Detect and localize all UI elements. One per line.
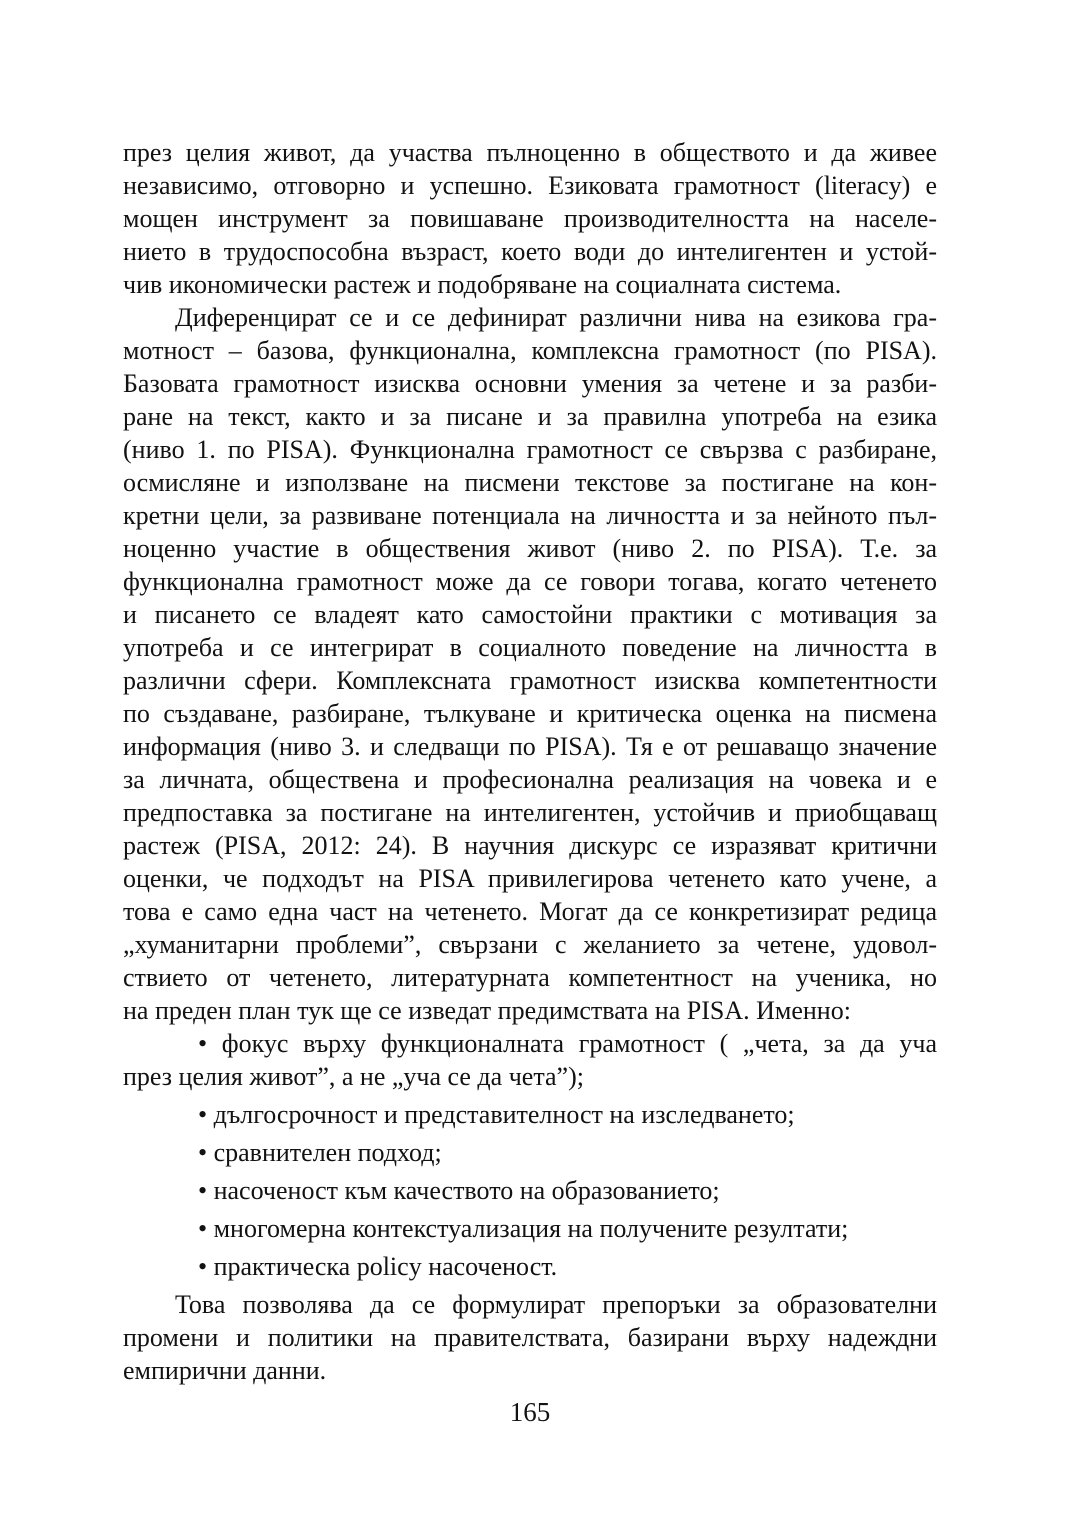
paragraph bbox=[123, 301, 937, 1027]
text-line: независимо, отговорно и успешно. Езиковата грамотност (literacy) е bbox=[123, 171, 937, 200]
text-line: и писането се владеят като самостойни практики с мотивация за bbox=[123, 600, 937, 629]
text-line: промени и политики на правителствата, базирани върху надеждни bbox=[123, 1323, 937, 1352]
bullet-item bbox=[123, 1027, 937, 1093]
text-line: • насоченост към качеството на образованието; bbox=[198, 1176, 720, 1205]
text-line: емпирични данни. bbox=[123, 1356, 327, 1385]
text-line: кретни цели, за развиване потенциала на личността и за нейното пъл- bbox=[123, 501, 937, 530]
text-line: • дългосрочност и представителност на изследването; bbox=[198, 1100, 795, 1129]
text-line: мощен инструмент за повишаване производителността на населе- bbox=[123, 204, 937, 233]
text-line: Базовата грамотност изисква основни умения за четене и за разби- bbox=[123, 369, 937, 398]
text-line: • многомерна контекстуализация на получените резултати; bbox=[198, 1214, 849, 1243]
bullet-item bbox=[123, 1174, 937, 1207]
bullet-item bbox=[123, 1098, 937, 1131]
text-line: • практическа policy насоченост. bbox=[198, 1252, 558, 1281]
text-line: ноценно участие в обществения живот (ниво 2. по PISA). Т.е. за bbox=[123, 534, 937, 563]
text-line: това е само една част на четенето. Могат да се конкретизират редица bbox=[123, 897, 937, 926]
text-line: ране на текст, както и за писане и за правилна употреба на езика bbox=[123, 402, 937, 431]
text-line: мотност – базова, функционална, комплексна грамотност (по PISA). bbox=[123, 336, 937, 365]
text-line: (ниво 1. по PISA). Функционална грамотност се свързва с разбиране, bbox=[123, 435, 937, 464]
text-line: предпоставка за постигане на интелигентен, устойчив и приобщаващ bbox=[123, 798, 937, 827]
text-line: ствието от четенето, литературната компетентност на ученика, но bbox=[123, 963, 937, 992]
bullet-item bbox=[123, 1212, 937, 1245]
text-line: през целия живот, да участва пълноценно в обществото и да живее bbox=[123, 138, 937, 167]
text-line: информация (ниво 3. и следващи по PISA). Тя е от решаващо значение bbox=[123, 732, 937, 761]
text-line: на преден план тук ще се изведат предимствата на PISA. Именно: bbox=[123, 996, 851, 1025]
text-line: „хуманитарни проблеми”, свързани с желанието за четене, удовол- bbox=[123, 930, 937, 959]
text-line: • фокус върху функционалната грамотност ( „чета, за да уча bbox=[198, 1029, 937, 1058]
text-line: различни сфери. Комплексната грамотност изисква компетентности bbox=[123, 666, 937, 695]
text-line: функционална грамотност може да се говори тогава, когато четенето bbox=[123, 567, 937, 596]
paragraph bbox=[123, 1288, 937, 1387]
text-line: • сравнителен подход; bbox=[198, 1138, 442, 1167]
page-number: 165 bbox=[509, 1397, 551, 1427]
text-line: осмисляне и използване на писмени текстове за постигане на кон- bbox=[123, 468, 937, 497]
text-line: Диференцират се и се дефинират различни нива на езикова гра- bbox=[175, 303, 937, 332]
text-column bbox=[123, 136, 937, 1429]
text-line: растеж (PISA, 2012: 24). В научния дискурс се изразяват критични bbox=[123, 831, 937, 860]
text-line: по създаване, разбиране, тълкуване и критическа оценка на писмена bbox=[123, 699, 937, 728]
text-line: Това позволява да се формулират препоръки за образователни bbox=[175, 1290, 937, 1319]
bullet-item bbox=[123, 1250, 937, 1283]
paragraph bbox=[123, 136, 937, 301]
text-line: чив икономически растеж и подобряване на социалната система. bbox=[123, 270, 842, 299]
text-line: оценки, че подходът на PISA привилегирова четенето като учене, а bbox=[123, 864, 937, 893]
text-line: употреба и се интегрират в социалното поведение на личността в bbox=[123, 633, 937, 662]
text-line: през целия живот”, а не „уча се да чета”); bbox=[123, 1062, 584, 1091]
text-line: за личната, обществена и професионална реализация на човека и е bbox=[123, 765, 937, 794]
bullet-item bbox=[123, 1136, 937, 1169]
text-line: нието в трудоспособна възраст, което води до интелигентен и устой- bbox=[123, 237, 937, 266]
